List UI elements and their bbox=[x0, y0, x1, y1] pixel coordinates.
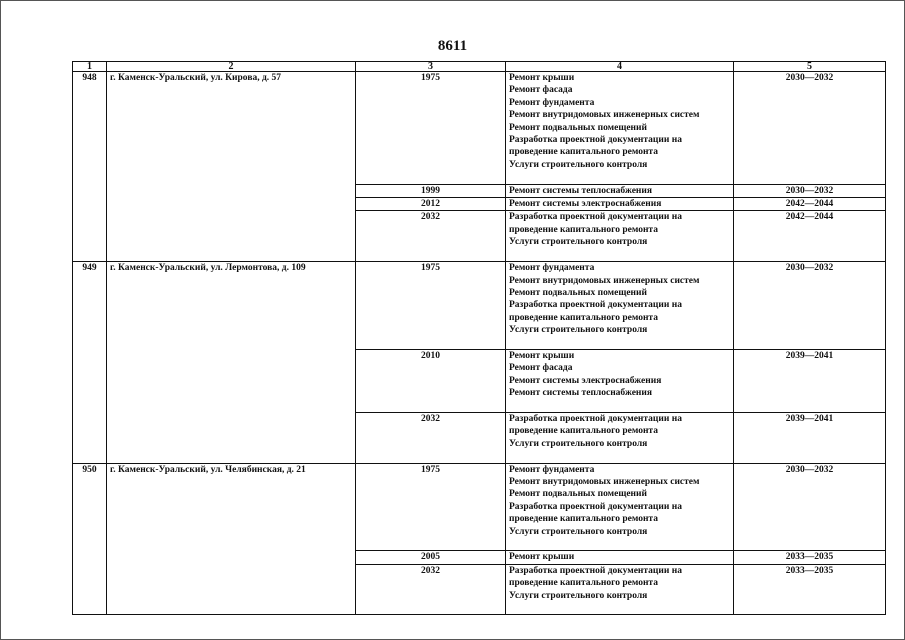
repair-year: 2032 bbox=[356, 412, 506, 463]
page-number: 8611 bbox=[437, 38, 468, 54]
table-body bbox=[73, 72, 886, 615]
column-header-5: 5 bbox=[734, 62, 886, 72]
repair-year: 1975 bbox=[356, 262, 506, 350]
work-item: Ремонт системы теплоснабжения bbox=[509, 388, 653, 399]
work-item: Ремонт фундамента bbox=[509, 263, 595, 274]
planned-period: 2030—2032 bbox=[734, 262, 886, 350]
work-item: Ремонт фасада bbox=[509, 363, 573, 374]
works-list bbox=[506, 262, 734, 350]
row-spacer bbox=[509, 337, 730, 349]
work-item: Услуги строительного контроля bbox=[509, 159, 648, 170]
works-list bbox=[506, 349, 734, 412]
row-number: 948 bbox=[73, 72, 107, 262]
work-item: Ремонт подвальных помещений bbox=[509, 489, 647, 500]
planned-period: 2030—2032 bbox=[734, 463, 886, 551]
work-item: Услуги строительного контроля bbox=[509, 438, 648, 449]
work-item: Ремонт фасада bbox=[509, 85, 573, 96]
work-item: Ремонт внутридомовых инженерных систем bbox=[509, 110, 700, 121]
column-header-3: 3 bbox=[356, 62, 506, 72]
work-item: проведение капитального ремонта bbox=[509, 312, 658, 323]
planned-period: 2042—2044 bbox=[734, 198, 886, 211]
row-spacer bbox=[509, 249, 730, 261]
row-spacer bbox=[509, 171, 730, 183]
work-item: Ремонт подвальных помещений bbox=[509, 122, 647, 133]
planned-period: 2030—2032 bbox=[734, 184, 886, 197]
work-item: Ремонт крыши bbox=[509, 73, 575, 83]
building-address: г. Каменск-Уральский, ул. Челябинская, д. 21 bbox=[107, 463, 356, 615]
repair-year: 1975 bbox=[356, 72, 506, 185]
row-number: 949 bbox=[73, 262, 107, 464]
column-header-4: 4 bbox=[506, 62, 734, 72]
repair-year: 2010 bbox=[356, 349, 506, 412]
works-list bbox=[506, 463, 734, 551]
work-item: Услуги строительного контроля bbox=[509, 590, 648, 601]
planned-period: 2042—2044 bbox=[734, 211, 886, 262]
row-spacer bbox=[509, 400, 730, 412]
work-item: Разработка проектной документации на bbox=[509, 300, 682, 311]
repair-schedule-table bbox=[72, 61, 886, 615]
work-item: Ремонт системы теплоснабжения bbox=[509, 185, 653, 196]
works-list bbox=[506, 198, 734, 211]
works-list bbox=[506, 72, 734, 185]
work-item: Разработка проектной документации на bbox=[509, 413, 682, 424]
row-number: 950 bbox=[73, 463, 107, 615]
building-address: г. Каменск-Уральский, ул. Кирова, д. 57 bbox=[107, 72, 356, 262]
repair-year: 2012 bbox=[356, 198, 506, 211]
work-item: Разработка проектной документации на bbox=[509, 212, 682, 223]
column-header-2: 2 bbox=[107, 62, 356, 72]
planned-period: 2030—2032 bbox=[734, 72, 886, 185]
work-item: Ремонт крыши bbox=[509, 552, 575, 563]
column-header-1: 1 bbox=[73, 62, 107, 72]
works-list bbox=[506, 211, 734, 262]
work-item: Ремонт фундамента bbox=[509, 97, 595, 108]
work-item: Разработка проектной документации на bbox=[509, 135, 682, 146]
works-list bbox=[506, 564, 734, 615]
work-item: Услуги строительного контроля bbox=[509, 237, 648, 248]
work-item: Ремонт внутридомовых инженерных систем bbox=[509, 477, 700, 487]
planned-period: 2033—2035 bbox=[734, 564, 886, 615]
work-item: Ремонт внутридомовых инженерных систем bbox=[509, 275, 700, 286]
works-list bbox=[506, 412, 734, 463]
work-item: проведение капитального ремонта bbox=[509, 426, 658, 437]
repair-year: 2005 bbox=[356, 551, 506, 564]
row-spacer bbox=[509, 602, 730, 614]
table-row bbox=[73, 463, 886, 551]
works-list bbox=[506, 551, 734, 564]
work-item: Услуги строительного контроля bbox=[509, 325, 648, 336]
building-address: г. Каменск-Уральский, ул. Лермонтова, д. 109 bbox=[107, 262, 356, 464]
work-item: Ремонт подвальных помещений bbox=[509, 287, 647, 298]
work-item: Разработка проектной документации на bbox=[509, 565, 682, 576]
work-item: проведение капитального ремонта bbox=[509, 147, 658, 158]
planned-period: 2033—2035 bbox=[734, 551, 886, 564]
work-item: Разработка проектной документации на bbox=[509, 501, 682, 512]
work-item: Ремонт крыши bbox=[509, 350, 575, 361]
planned-period: 2039—2041 bbox=[734, 349, 886, 412]
repair-year: 2032 bbox=[356, 211, 506, 262]
header-row bbox=[73, 62, 886, 72]
works-list bbox=[506, 184, 734, 197]
table-row bbox=[73, 262, 886, 350]
work-item: Ремонт системы электроснабжения bbox=[509, 199, 662, 210]
planned-period: 2039—2041 bbox=[734, 412, 886, 463]
repair-year: 1999 bbox=[356, 184, 506, 197]
repair-year: 1975 bbox=[356, 463, 506, 551]
row-spacer bbox=[509, 538, 730, 550]
work-item: проведение капитального ремонта bbox=[509, 224, 658, 235]
row-spacer bbox=[509, 450, 730, 462]
work-item: проведение капитального ремонта bbox=[509, 514, 658, 525]
repair-year: 2032 bbox=[356, 564, 506, 615]
work-item: Ремонт системы электроснабжения bbox=[509, 375, 662, 386]
work-item: проведение капитального ремонта bbox=[509, 578, 658, 589]
work-item: Услуги строительного контроля bbox=[509, 526, 648, 537]
work-item: Ремонт фундамента bbox=[509, 464, 595, 475]
table-row bbox=[73, 72, 886, 185]
